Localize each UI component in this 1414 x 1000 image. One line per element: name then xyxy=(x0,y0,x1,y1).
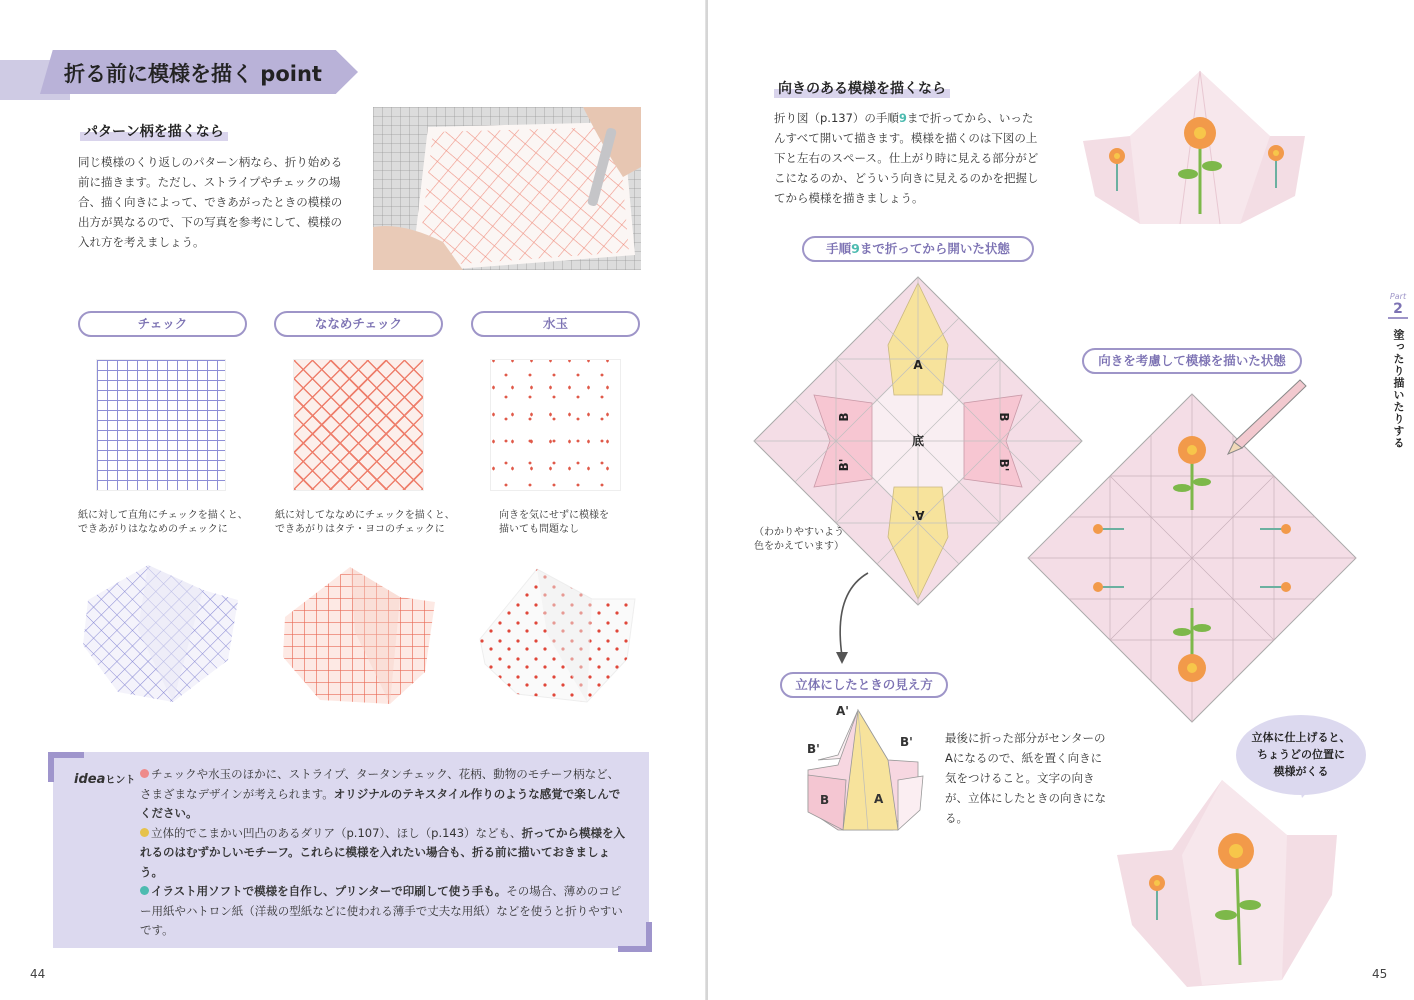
folded-box-diagonal xyxy=(280,562,440,707)
direction-body xyxy=(774,108,1042,208)
idea-item-1 xyxy=(140,765,630,824)
pattern-body: 同じ模様のくり返しのパターン柄なら、折り始める前に描きます。ただし、ストライプやチェックの場合、描く向きによって、できあがったときの模様の出方が異なるので、下の写真を参考にして、模様の入れ方を考えましょう。 xyxy=(78,155,343,249)
color-note xyxy=(744,526,854,554)
idea-label-word: idea xyxy=(74,772,106,787)
basket-photo-top xyxy=(1080,66,1310,226)
caption-polka-dot xyxy=(499,509,659,537)
label-unfolded-pre: 手順 xyxy=(826,241,852,256)
idea-item-2-bold: 折ってから模様を入れるのはむずかしいモチーフ。これらに模様を入れたい場合も、折る前に描いておきましょう。 xyxy=(140,825,626,879)
idea-label-suffix: ヒント xyxy=(105,775,136,786)
pink-bullet-icon xyxy=(140,769,149,778)
color-note-line1: （わかりやすいよう xyxy=(754,527,844,538)
swatch-diagonal-check xyxy=(293,359,424,491)
caption-diagonal-check xyxy=(275,509,465,537)
idea-item-1-text: チェックや水玉のほかに、ストライプ、タータンチェック、花柄、動物のモチーフ柄など、さまざまなデザインが考えられます。 xyxy=(140,767,620,801)
idea-item-3-bold: イラスト用ソフトで模様を自作し、プリンターで印刷して使う手も。 xyxy=(151,884,507,898)
color-note-line2: 色をかえています） xyxy=(754,541,844,552)
label-bottom: 底 xyxy=(911,434,925,448)
caption-check xyxy=(78,509,268,537)
bubble-line2: ちょうどの位置に xyxy=(1257,748,1345,761)
label-drawn-state: 向きを考慮して模様を描いた状態 xyxy=(1082,348,1302,374)
label-b-prime-left: B' xyxy=(837,458,851,472)
3d-label-a-prime: A' xyxy=(836,704,849,718)
caption-diagonal-line1: 紙に対してななめにチェックを描くと、 xyxy=(275,510,455,521)
idea-item-3-text: その場合、薄めのコピー用紙やハトロン紙（洋裁の型紙などに使われる薄手で丈夫な用紙）などを使うと折りやすいです。 xyxy=(140,884,623,937)
page-number-right: 45 xyxy=(1372,967,1388,981)
pattern-heading: パターン柄を描くなら xyxy=(80,121,228,141)
caption-diagonal-line2: できあがりはタテ・ヨコのチェックに xyxy=(275,524,445,535)
label-unfolded-step: 9 xyxy=(851,241,860,256)
sample-label-diagonal-check: ななめチェック xyxy=(274,311,443,337)
bubble-line3: 模様がくる xyxy=(1273,765,1329,778)
3d-label-b: B xyxy=(820,793,830,807)
chapter-side-tab xyxy=(1382,292,1414,462)
3d-label-b-prime-right: B' xyxy=(900,735,913,749)
section-title: 折る前に模様を描く point xyxy=(64,62,322,86)
final-fold-text: 最後に折った部分がセンターのAになるので、紙を置く向きに気をつけること。文字の向きが、立体にしたときの向きになる。 xyxy=(945,731,1106,825)
assembled-3d-diagram xyxy=(798,700,938,842)
idea-item-1-bold: オリジナルのテキスタイル作りのような感覚で楽しんでください。 xyxy=(140,786,621,820)
label-a-top: A xyxy=(913,358,923,372)
caption-check-line2: できあがりはななめのチェックに xyxy=(78,524,228,535)
curved-arrow-icon xyxy=(828,568,878,668)
drawing-photo xyxy=(373,107,641,270)
page-number-left: 44 xyxy=(30,967,46,981)
label-unfolded-state xyxy=(802,236,1034,262)
idea-item-3 xyxy=(140,882,630,941)
left-page xyxy=(0,0,706,1000)
idea-label xyxy=(74,771,135,787)
folded-box-polka-dot xyxy=(477,564,639,704)
side-tab-part: Part xyxy=(1389,292,1407,301)
label-b-prime-right: B' xyxy=(997,458,1011,472)
right-page xyxy=(708,0,1414,1000)
side-tab-title: 塗ったり描いたりする xyxy=(1392,329,1405,449)
direction-body-pre: 折り図（p.137）の手順 xyxy=(774,111,899,125)
3d-label-b-prime-left: B' xyxy=(807,742,820,756)
pencil-icon xyxy=(1226,378,1308,456)
bubble-line1: 立体に仕上げると、 xyxy=(1251,731,1351,744)
idea-item-2-text: 立体的でこまかい凹凸のあるダリア（p.107）、ほし（p.143）なども、 xyxy=(151,825,522,840)
sample-label-check: チェック xyxy=(78,311,247,337)
label-b-left: B xyxy=(837,412,851,422)
caption-dot-line1: 向きを気にせずに模様を xyxy=(499,510,609,521)
direction-step: 9 xyxy=(898,111,907,125)
caption-dot-line2: 描いても問題なし xyxy=(499,524,579,535)
idea-text xyxy=(140,765,630,941)
yellow-bullet-icon xyxy=(140,828,149,837)
side-tab-number: 2 xyxy=(1388,301,1408,319)
swatch-check xyxy=(96,359,226,491)
3d-label-a: A xyxy=(874,792,884,806)
idea-item-2 xyxy=(140,824,630,883)
caption-check-line1: 紙に対して直角にチェックを描くと、 xyxy=(78,510,248,521)
patterned-crease-diagram xyxy=(1026,392,1358,724)
sample-label-polka-dot: 水玉 xyxy=(471,311,640,337)
label-b-right: B xyxy=(997,412,1011,422)
direction-body-post: まで折ってから、いったんすべて開いて描きます。模様を描くのは下図の上下と左右のスペース。仕上がり時に見える部分がどこになるのか、どういう向きに見えるのかを把握してから模様を描きましょう。 xyxy=(774,111,1039,205)
basket-photo-bottom xyxy=(1112,775,1348,991)
label-unfolded-post: まで折ってから開いた状態 xyxy=(859,241,1010,256)
swatch-polka-dot xyxy=(490,359,621,491)
label-a-prime: A' xyxy=(911,508,925,522)
teal-bullet-icon xyxy=(140,886,149,895)
direction-heading: 向きのある模様を描くなら xyxy=(774,78,950,98)
folded-box-check xyxy=(78,560,248,710)
label-3d-view: 立体にしたときの見え方 xyxy=(780,672,948,698)
